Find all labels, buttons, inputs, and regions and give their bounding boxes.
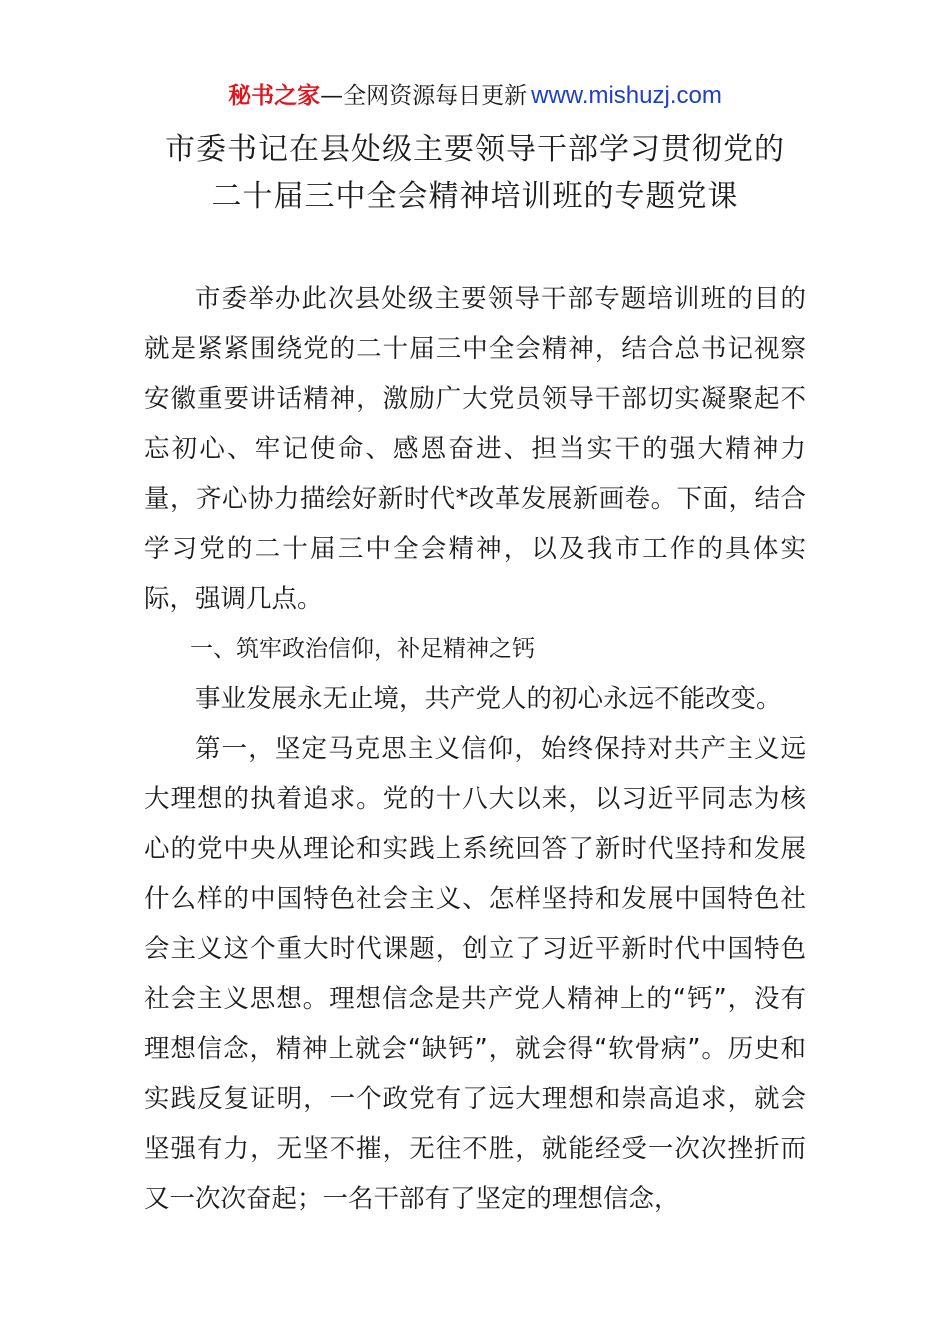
site-header (0, 80, 950, 112)
section-heading-1: 一、筑牢政治信仰，补足精神之钙 (190, 636, 535, 662)
document-body (144, 274, 806, 1224)
site-url-link[interactable]: www.mishuzj.com (531, 82, 722, 109)
title-line-2: 二十届三中全会精神培训班的专题党课 (211, 179, 739, 214)
paragraph-section-lead: 事业发展永无止境，共产党人的初心永远不能改变。 (195, 684, 782, 714)
paragraph-point-1: 第一，坚定马克思主义信仰，始终保持对共产主义远大理想的执着追求。党的十八大以来，以习近平同志为核心的党中央从理论和实践上系统回答了新时代坚持和发展什么样的中国特色社会主义、怎样坚持和发展中国特色社会主义这个重大时代课题，创立了习近平新时代中国特色社会主义思想。理想信念是共产党人精神上的“钙”，没有理想信念，精神上就会“缺钙”，就会得“软骨病”。历史和实践反复证明，一个政党有了远大理想和崇高追求，就会坚强有力，无坚不摧，无往不胜，就能经受一次次挫折而又一次次奋起；一名干部有了坚定的理想信念， (144, 734, 806, 1214)
title-line-1: 市委书记在县处级主要领导干部学习贯彻党的 (165, 132, 785, 167)
header-tagline: —全网资源每日更新 (320, 83, 528, 109)
document-title (0, 126, 950, 220)
brand-name: 秘书之家 (228, 83, 321, 109)
paragraph-intro: 市委举办此次县处级主要领导干部专题培训班的目的就是紧紧围绕党的二十届三中全会精神，结合总书记视察安徽重要讲话精神，激励广大党员领导干部切实凝聚起不忘初心、牢记使命、感恩奋进、担当实干的强大精神力量，齐心协力描绘好新时代*改革发展新画卷。下面，结合学习党的二十届三中全会精神，以及我市工作的具体实际，强调几点。 (144, 284, 806, 614)
